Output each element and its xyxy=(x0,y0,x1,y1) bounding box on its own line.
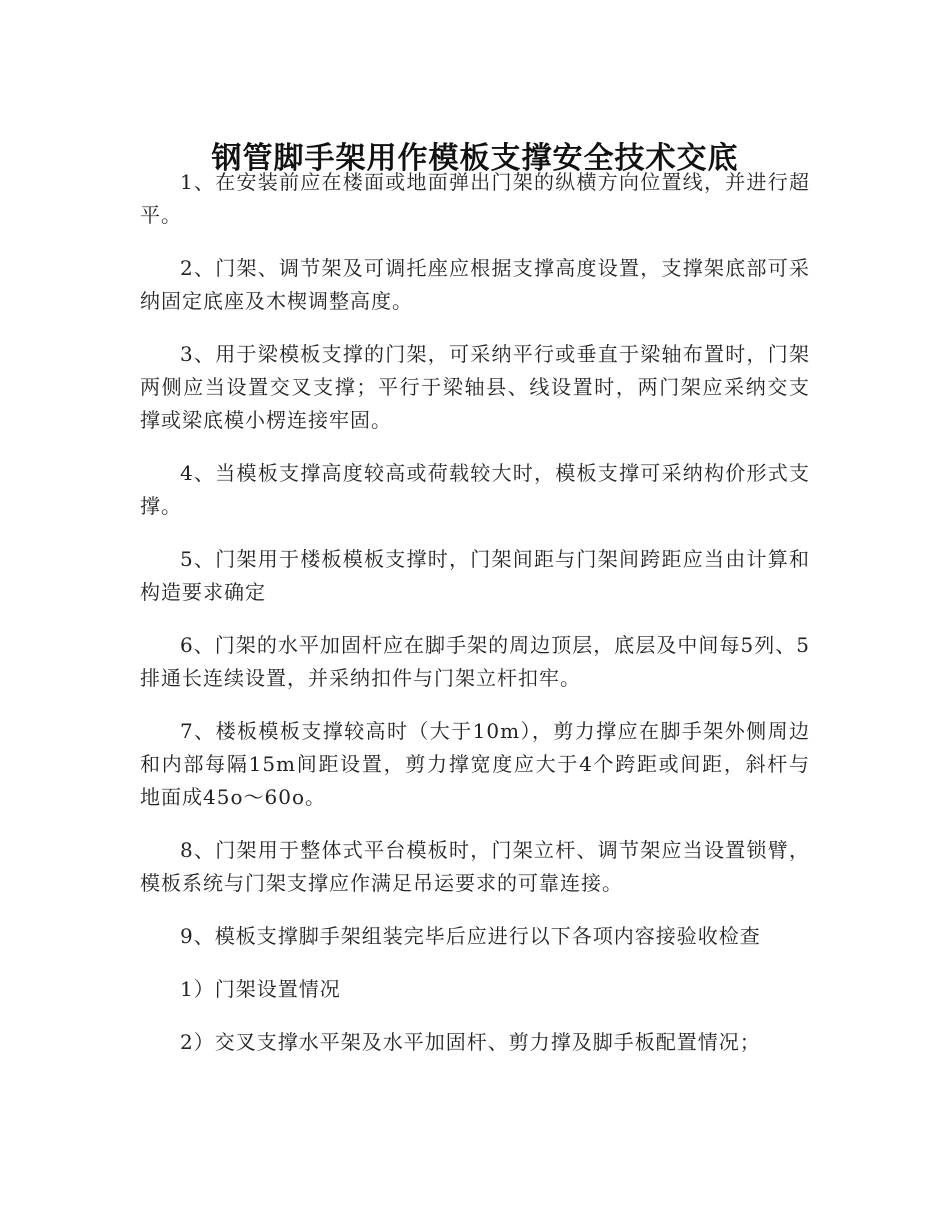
paragraph-8: 8、门架用于整体式平台模板时，门架立杆、调节架应当设置锁臂，模板系统与门架支撑应作满足吊运要求的可靠连接。 xyxy=(140,838,810,895)
paragraph-7: 7、楼板模板支撑较高时（大于10m），剪力撑应在脚手架外侧周边和内部每隔15m间距设置，剪力撑宽度应大于4个跨距或间距，斜杆与地面成45o～60o。 xyxy=(140,719,810,809)
document-title: 钢管脚手架用作模板支撑安全技术交底 xyxy=(211,141,739,177)
paragraph-4: 4、当模板支撑高度较高或荷载较大时，模板支撑可采纳构价形式支撑。 xyxy=(140,461,810,518)
paragraph-1: 1、在安装前应在楼面或地面弹出门架的纵横方向位置线，并进行超平。 xyxy=(140,170,810,227)
paragraph-9: 9、模板支撑脚手架组装完毕后应进行以下各项内容接验收检查 xyxy=(180,924,761,948)
paragraph-5: 5、门架用于楼板模板支撑时，门架间距与门架间跨距应当由计算和构造要求确定 xyxy=(140,547,810,604)
paragraph-6: 6、门架的水平加固杆应在脚手架的周边顶层，底层及中间每5列、5排通长连续设置，并采纳扣件与门架立杆扣牢。 xyxy=(140,633,810,690)
document-body xyxy=(140,166,810,1079)
paragraph-2: 2、门架、调节架及可调托座应根据支撑高度设置，支撑架底部可采纳固定底座及木楔调整高度。 xyxy=(140,256,810,313)
paragraph-3: 3、用于梁模板支撑的门架，可采纳平行或垂直于梁轴布置时，门架两侧应当设置交叉支撑；平行于梁轴县、线设置时，两门架应采纳交支撑或梁底模小楞连接牢固。 xyxy=(140,342,810,432)
sub-item-2: 2）交叉支撑水平架及水平加固杆、剪力撑及脚手板配置情况； xyxy=(180,1030,761,1054)
sub-item-1: 1）门架设置情况 xyxy=(180,977,341,1001)
